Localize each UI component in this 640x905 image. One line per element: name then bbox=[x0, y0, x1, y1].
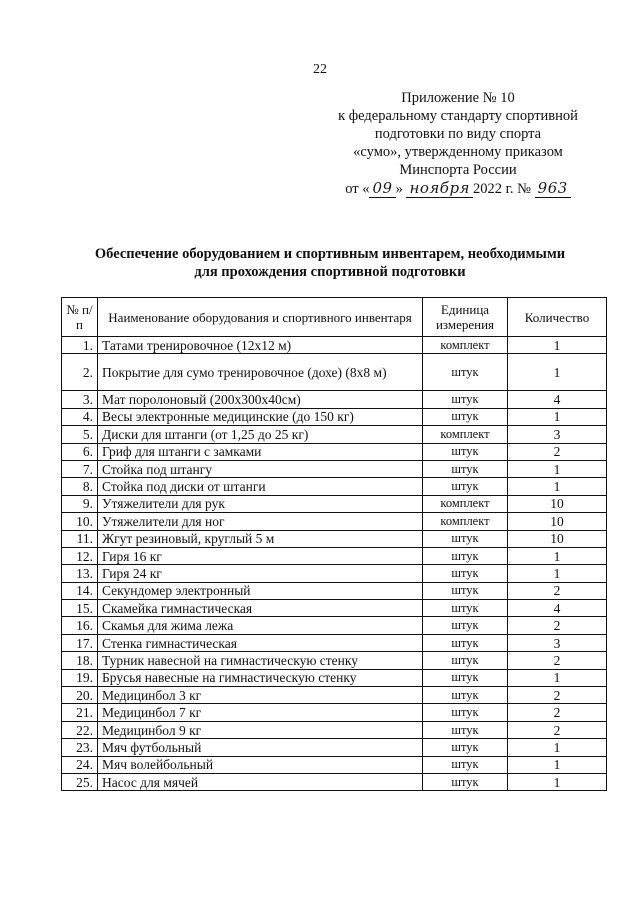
row-number: 11. bbox=[62, 530, 98, 547]
row-number: 21. bbox=[62, 704, 98, 721]
row-name: Гриф для штанги с замками bbox=[98, 443, 423, 460]
row-name: Стойка под диски от штанги bbox=[98, 478, 423, 495]
header-unit: Единица измерения bbox=[423, 298, 508, 337]
appendix-line-4: «сумо», утвержденному приказом bbox=[353, 144, 563, 160]
row-quantity: 2 bbox=[508, 652, 607, 669]
title-line-2: для прохождения спортивной подготовки bbox=[194, 264, 466, 280]
table-row bbox=[62, 530, 607, 547]
row-name: Секундомер электронный bbox=[98, 582, 423, 599]
document-title bbox=[40, 245, 620, 281]
row-number: 12. bbox=[62, 547, 98, 564]
row-unit: штук bbox=[423, 617, 508, 634]
row-name: Насос для мячей bbox=[98, 773, 423, 790]
row-number: 24. bbox=[62, 756, 98, 773]
row-unit: штук bbox=[423, 443, 508, 460]
row-name: Утяжелители для ног bbox=[98, 513, 423, 530]
table-row bbox=[62, 443, 607, 460]
table-row bbox=[62, 513, 607, 530]
row-quantity: 1 bbox=[508, 478, 607, 495]
table-row bbox=[62, 773, 607, 790]
row-number: 18. bbox=[62, 652, 98, 669]
row-quantity: 1 bbox=[508, 547, 607, 564]
row-name: Жгут резиновый, круглый 5 м bbox=[98, 530, 423, 547]
row-unit: штук bbox=[423, 530, 508, 547]
row-quantity: 1 bbox=[508, 337, 607, 354]
row-number: 9. bbox=[62, 495, 98, 512]
table-row bbox=[62, 460, 607, 477]
row-number: 22. bbox=[62, 721, 98, 738]
header-name: Наименование оборудования и спортивного инвентаря bbox=[98, 298, 423, 337]
row-name: Медицинбол 3 кг bbox=[98, 687, 423, 704]
row-unit: штук bbox=[423, 354, 508, 391]
row-number: 2. bbox=[62, 354, 98, 391]
row-name: Турник навесной на гимнастическую стенку bbox=[98, 652, 423, 669]
row-number: 3. bbox=[62, 391, 98, 408]
row-name: Татами тренировочное (12x12 м) bbox=[98, 337, 423, 354]
table-row bbox=[62, 652, 607, 669]
row-unit: штук bbox=[423, 408, 508, 425]
row-name: Гиря 16 кг bbox=[98, 547, 423, 564]
table-body bbox=[62, 337, 607, 791]
table-row bbox=[62, 391, 607, 408]
table-row bbox=[62, 704, 607, 721]
row-unit: штук bbox=[423, 565, 508, 582]
row-quantity: 2 bbox=[508, 721, 607, 738]
appendix-block bbox=[308, 89, 608, 198]
row-unit: штук bbox=[423, 391, 508, 408]
row-unit: штук bbox=[423, 582, 508, 599]
table-row bbox=[62, 565, 607, 582]
row-number: 19. bbox=[62, 669, 98, 686]
table-row bbox=[62, 739, 607, 756]
row-quantity: 10 bbox=[508, 530, 607, 547]
table-row bbox=[62, 354, 607, 391]
date-day-close: » bbox=[395, 181, 403, 197]
equipment-table bbox=[61, 297, 607, 791]
row-number: 15. bbox=[62, 600, 98, 617]
row-quantity: 10 bbox=[508, 495, 607, 512]
row-quantity: 2 bbox=[508, 617, 607, 634]
row-number: 25. bbox=[62, 773, 98, 790]
table-row bbox=[62, 478, 607, 495]
row-quantity: 3 bbox=[508, 426, 607, 443]
row-quantity: 1 bbox=[508, 565, 607, 582]
row-number: 1. bbox=[62, 337, 98, 354]
row-unit: штук bbox=[423, 652, 508, 669]
row-unit: комплект bbox=[423, 513, 508, 530]
row-number: 7. bbox=[62, 460, 98, 477]
row-quantity: 2 bbox=[508, 704, 607, 721]
table-row bbox=[62, 617, 607, 634]
row-quantity: 2 bbox=[508, 687, 607, 704]
row-unit: штук bbox=[423, 739, 508, 756]
row-unit: штук bbox=[423, 600, 508, 617]
table-row bbox=[62, 408, 607, 425]
row-number: 4. bbox=[62, 408, 98, 425]
row-name: Медицинбол 7 кг bbox=[98, 704, 423, 721]
row-quantity: 4 bbox=[508, 600, 607, 617]
header-num: № п/п bbox=[62, 298, 98, 337]
row-quantity: 1 bbox=[508, 773, 607, 790]
table-row bbox=[62, 495, 607, 512]
row-quantity: 10 bbox=[508, 513, 607, 530]
row-quantity: 1 bbox=[508, 756, 607, 773]
header-qty: Количество bbox=[508, 298, 607, 337]
table-row bbox=[62, 547, 607, 564]
handwritten-order-number: 963 bbox=[535, 179, 571, 198]
row-unit: штук bbox=[423, 687, 508, 704]
row-name: Мяч волейбольный bbox=[98, 756, 423, 773]
row-name: Скамья для жима лежа bbox=[98, 617, 423, 634]
table-row bbox=[62, 756, 607, 773]
row-name: Утяжелители для рук bbox=[98, 495, 423, 512]
row-unit: комплект bbox=[423, 495, 508, 512]
handwritten-month: ноября bbox=[406, 179, 473, 198]
row-unit: штук bbox=[423, 478, 508, 495]
row-unit: комплект bbox=[423, 426, 508, 443]
row-name: Стойка под штангу bbox=[98, 460, 423, 477]
row-number: 17. bbox=[62, 634, 98, 651]
date-year: 2022 г. № bbox=[473, 181, 532, 197]
row-number: 13. bbox=[62, 565, 98, 582]
row-number: 20. bbox=[62, 687, 98, 704]
row-unit: штук bbox=[423, 669, 508, 686]
table-row bbox=[62, 426, 607, 443]
row-quantity: 1 bbox=[508, 460, 607, 477]
row-unit: штук bbox=[423, 773, 508, 790]
date-prefix: от « bbox=[345, 181, 370, 197]
row-unit: штук bbox=[423, 547, 508, 564]
row-quantity: 4 bbox=[508, 391, 607, 408]
row-quantity: 1 bbox=[508, 354, 607, 391]
table-row bbox=[62, 669, 607, 686]
row-number: 6. bbox=[62, 443, 98, 460]
row-name: Гиря 24 кг bbox=[98, 565, 423, 582]
title-line-1: Обеспечение оборудованием и спортивным инвентарем, необходимыми bbox=[94, 246, 566, 262]
table-row bbox=[62, 687, 607, 704]
appendix-line-5: Минспорта России bbox=[399, 162, 517, 178]
row-unit: штук bbox=[423, 756, 508, 773]
row-number: 14. bbox=[62, 582, 98, 599]
row-name: Скамейка гимнастическая bbox=[98, 600, 423, 617]
row-number: 23. bbox=[62, 739, 98, 756]
row-number: 16. bbox=[62, 617, 98, 634]
table-header-row bbox=[62, 298, 607, 337]
row-unit: штук bbox=[423, 460, 508, 477]
table-row bbox=[62, 721, 607, 738]
row-unit: штук bbox=[423, 634, 508, 651]
appendix-line-3: подготовки по виду спорта bbox=[374, 126, 542, 142]
row-name: Мяч футбольный bbox=[98, 739, 423, 756]
row-number: 8. bbox=[62, 478, 98, 495]
row-quantity: 1 bbox=[508, 669, 607, 686]
row-quantity: 2 bbox=[508, 582, 607, 599]
row-name: Весы электронные медицинские (до 150 кг) bbox=[98, 408, 423, 425]
row-number: 5. bbox=[62, 426, 98, 443]
row-number: 10. bbox=[62, 513, 98, 530]
page-number: 22 bbox=[313, 62, 327, 77]
handwritten-day: 09 bbox=[369, 179, 395, 198]
row-name: Брусья навесные на гимнастическую стенку bbox=[98, 669, 423, 686]
row-quantity: 2 bbox=[508, 443, 607, 460]
row-unit: штук bbox=[423, 704, 508, 721]
row-name: Диски для штанги (от 1,25 до 25 кг) bbox=[98, 426, 423, 443]
appendix-line-2: к федеральному стандарту спортивной bbox=[338, 108, 578, 124]
row-unit: штук bbox=[423, 721, 508, 738]
row-quantity: 1 bbox=[508, 408, 607, 425]
appendix-title: Приложение № 10 bbox=[401, 90, 515, 106]
table-row bbox=[62, 337, 607, 354]
row-unit: комплект bbox=[423, 337, 508, 354]
row-quantity: 3 bbox=[508, 634, 607, 651]
table-row bbox=[62, 634, 607, 651]
row-name: Стенка гимнастическая bbox=[98, 634, 423, 651]
order-date-line bbox=[308, 179, 608, 198]
row-name: Покрытие для сумо тренировочное (дохе) (8x8 м) bbox=[98, 354, 423, 391]
row-quantity: 1 bbox=[508, 739, 607, 756]
row-name: Мат поролоновый (200x300x40см) bbox=[98, 391, 423, 408]
table-row bbox=[62, 600, 607, 617]
row-name: Медицинбол 9 кг bbox=[98, 721, 423, 738]
table-row bbox=[62, 582, 607, 599]
